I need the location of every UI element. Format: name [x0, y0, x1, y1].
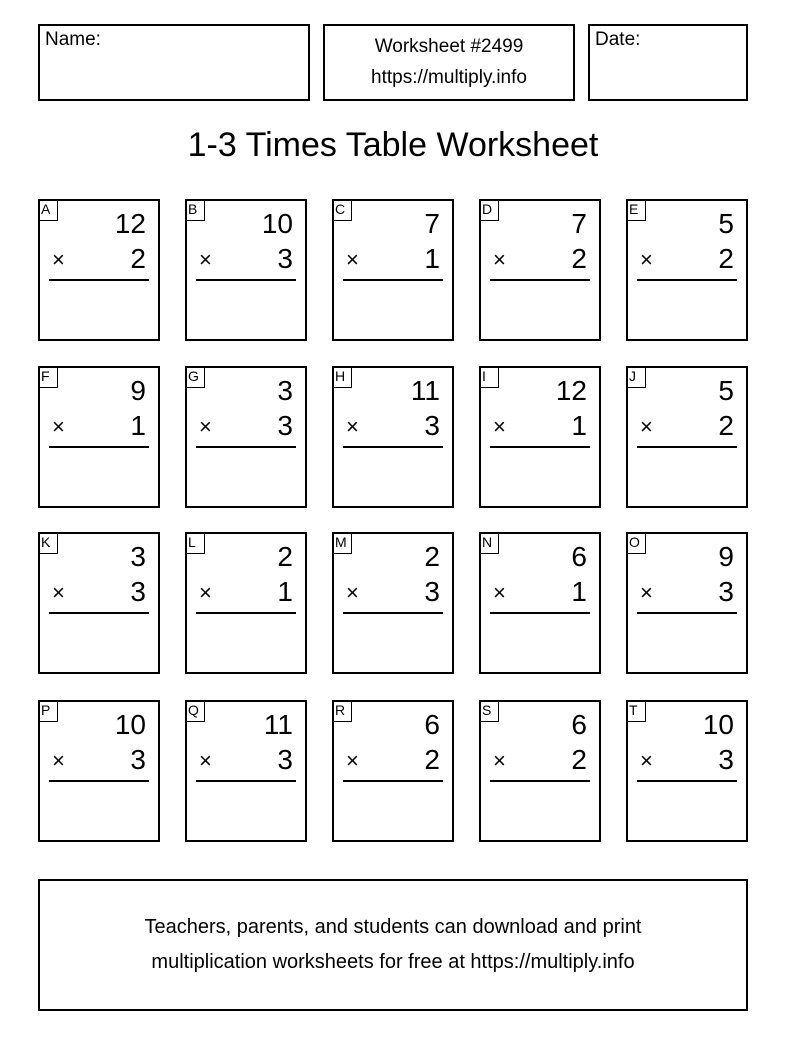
multiplier: 3: [718, 744, 734, 775]
multiplier: 3: [130, 576, 146, 607]
problem-card-n: [479, 532, 601, 674]
problem-letter: N: [479, 532, 499, 554]
multiplier: 1: [571, 576, 587, 607]
multiply-sign: ×: [346, 414, 359, 439]
problem-letter: K: [38, 532, 58, 554]
multiply-sign: ×: [493, 580, 506, 605]
multiply-sign: ×: [52, 247, 65, 272]
multiplier: 3: [277, 410, 293, 441]
multiply-sign: ×: [640, 580, 653, 605]
page-title: 1-3 Times Table Worksheet: [187, 126, 599, 164]
name-label: Name:: [45, 29, 101, 50]
problem-card-r: [332, 700, 454, 842]
multiplier: 3: [424, 410, 440, 441]
problem-card-p: [38, 700, 160, 842]
multiply-sign: ×: [346, 247, 359, 272]
date-label: Date:: [595, 29, 641, 50]
problem-card-a: [38, 199, 160, 341]
problem-letter: J: [626, 366, 646, 388]
problem-letter: T: [626, 700, 646, 722]
multiply-sign: ×: [493, 247, 506, 272]
multiplier: 3: [718, 576, 734, 607]
multiplicand: 12: [555, 375, 587, 406]
problem-card-e: [626, 199, 748, 341]
problem-card-i: [479, 366, 601, 508]
problem-card-q: [185, 700, 307, 842]
worksheet-number: Worksheet #2499: [374, 36, 524, 57]
multiply-sign: ×: [346, 748, 359, 773]
problem-card-o: [626, 532, 748, 674]
answer-line: [637, 446, 737, 448]
answer-line: [343, 780, 443, 782]
multiply-sign: ×: [199, 748, 212, 773]
problem-card-m: [332, 532, 454, 674]
multiplicand: 6: [424, 709, 440, 740]
problem-letter: H: [332, 366, 352, 388]
problem-letter: D: [479, 199, 499, 221]
multiplier: 1: [424, 243, 440, 274]
answer-line: [490, 446, 590, 448]
problem-card-g: [185, 366, 307, 508]
multiplicand: 5: [718, 375, 734, 406]
multiplier: 3: [277, 243, 293, 274]
multiplier: 3: [130, 744, 146, 775]
answer-line: [196, 780, 296, 782]
answer-line: [49, 780, 149, 782]
multiply-sign: ×: [346, 580, 359, 605]
answer-line: [196, 446, 296, 448]
problem-card-b: [185, 199, 307, 341]
answer-line: [490, 612, 590, 614]
answer-line: [637, 780, 737, 782]
multiplier: 2: [130, 243, 146, 274]
problem-letter: F: [38, 366, 58, 388]
answer-line: [49, 279, 149, 281]
problem-card-l: [185, 532, 307, 674]
multiplier: 2: [718, 410, 734, 441]
multiply-sign: ×: [199, 580, 212, 605]
problem-card-t: [626, 700, 748, 842]
problem-letter: L: [185, 532, 205, 554]
multiplicand: 7: [424, 208, 440, 239]
answer-line: [196, 279, 296, 281]
multiplier: 3: [424, 576, 440, 607]
problem-letter: G: [185, 366, 205, 388]
multiplier: 2: [718, 243, 734, 274]
problem-letter: P: [38, 700, 58, 722]
multiply-sign: ×: [493, 414, 506, 439]
answer-line: [196, 612, 296, 614]
answer-line: [49, 612, 149, 614]
multiply-sign: ×: [52, 414, 65, 439]
multiplicand: 6: [571, 709, 587, 740]
multiplicand: 10: [114, 709, 146, 740]
footer-line-2: multiplication worksheets for free at https://multiply.info: [151, 951, 635, 973]
multiplicand: 2: [277, 541, 293, 572]
problem-letter: C: [332, 199, 352, 221]
multiply-sign: ×: [52, 580, 65, 605]
multiply-sign: ×: [493, 748, 506, 773]
footer-line-1: Teachers, parents, and students can download and print: [144, 916, 642, 938]
answer-line: [343, 612, 443, 614]
multiplicand: 9: [130, 375, 146, 406]
problem-card-c: [332, 199, 454, 341]
multiplier: 2: [571, 243, 587, 274]
multiplicand: 12: [114, 208, 146, 239]
multiplicand: 2: [424, 541, 440, 572]
multiplicand: 7: [571, 208, 587, 239]
multiplier: 1: [130, 410, 146, 441]
multiplicand: 3: [277, 375, 293, 406]
multiply-sign: ×: [199, 247, 212, 272]
answer-line: [343, 446, 443, 448]
multiplicand: 10: [702, 709, 734, 740]
multiplier: 2: [571, 744, 587, 775]
problem-card-s: [479, 700, 601, 842]
worksheet-info-box: [323, 24, 575, 101]
multiplicand: 11: [263, 709, 293, 740]
answer-line: [343, 279, 443, 281]
answer-line: [490, 780, 590, 782]
problem-letter: I: [479, 366, 499, 388]
multiply-sign: ×: [640, 414, 653, 439]
problem-letter: R: [332, 700, 352, 722]
answer-line: [637, 279, 737, 281]
problem-letter: E: [626, 199, 646, 221]
answer-line: [49, 446, 149, 448]
problem-letter: A: [38, 199, 58, 221]
multiplier: 3: [277, 744, 293, 775]
problem-letter: O: [626, 532, 646, 554]
problem-letter: S: [479, 700, 499, 722]
multiply-sign: ×: [640, 247, 653, 272]
multiplier: 2: [424, 744, 440, 775]
multiplicand: 5: [718, 208, 734, 239]
multiplicand: 11: [410, 375, 440, 406]
problem-card-f: [38, 366, 160, 508]
name-field-box: [38, 24, 310, 101]
problem-letter: Q: [185, 700, 205, 722]
multiply-sign: ×: [199, 414, 212, 439]
multiplier: 1: [571, 410, 587, 441]
answer-line: [637, 612, 737, 614]
problem-card-d: [479, 199, 601, 341]
problem-card-h: [332, 366, 454, 508]
problem-letter: B: [185, 199, 205, 221]
problem-letter: M: [332, 532, 352, 554]
footer-box: [38, 879, 748, 1011]
answer-line: [490, 279, 590, 281]
multiplicand: 9: [718, 541, 734, 572]
multiplicand: 6: [571, 541, 587, 572]
multiplicand: 3: [130, 541, 146, 572]
multiplicand: 10: [261, 208, 293, 239]
multiplier: 1: [277, 576, 293, 607]
problem-card-k: [38, 532, 160, 674]
date-field-box: [588, 24, 748, 101]
problem-card-j: [626, 366, 748, 508]
multiply-sign: ×: [52, 748, 65, 773]
multiply-sign: ×: [640, 748, 653, 773]
worksheet-url: https://multiply.info: [371, 67, 527, 88]
